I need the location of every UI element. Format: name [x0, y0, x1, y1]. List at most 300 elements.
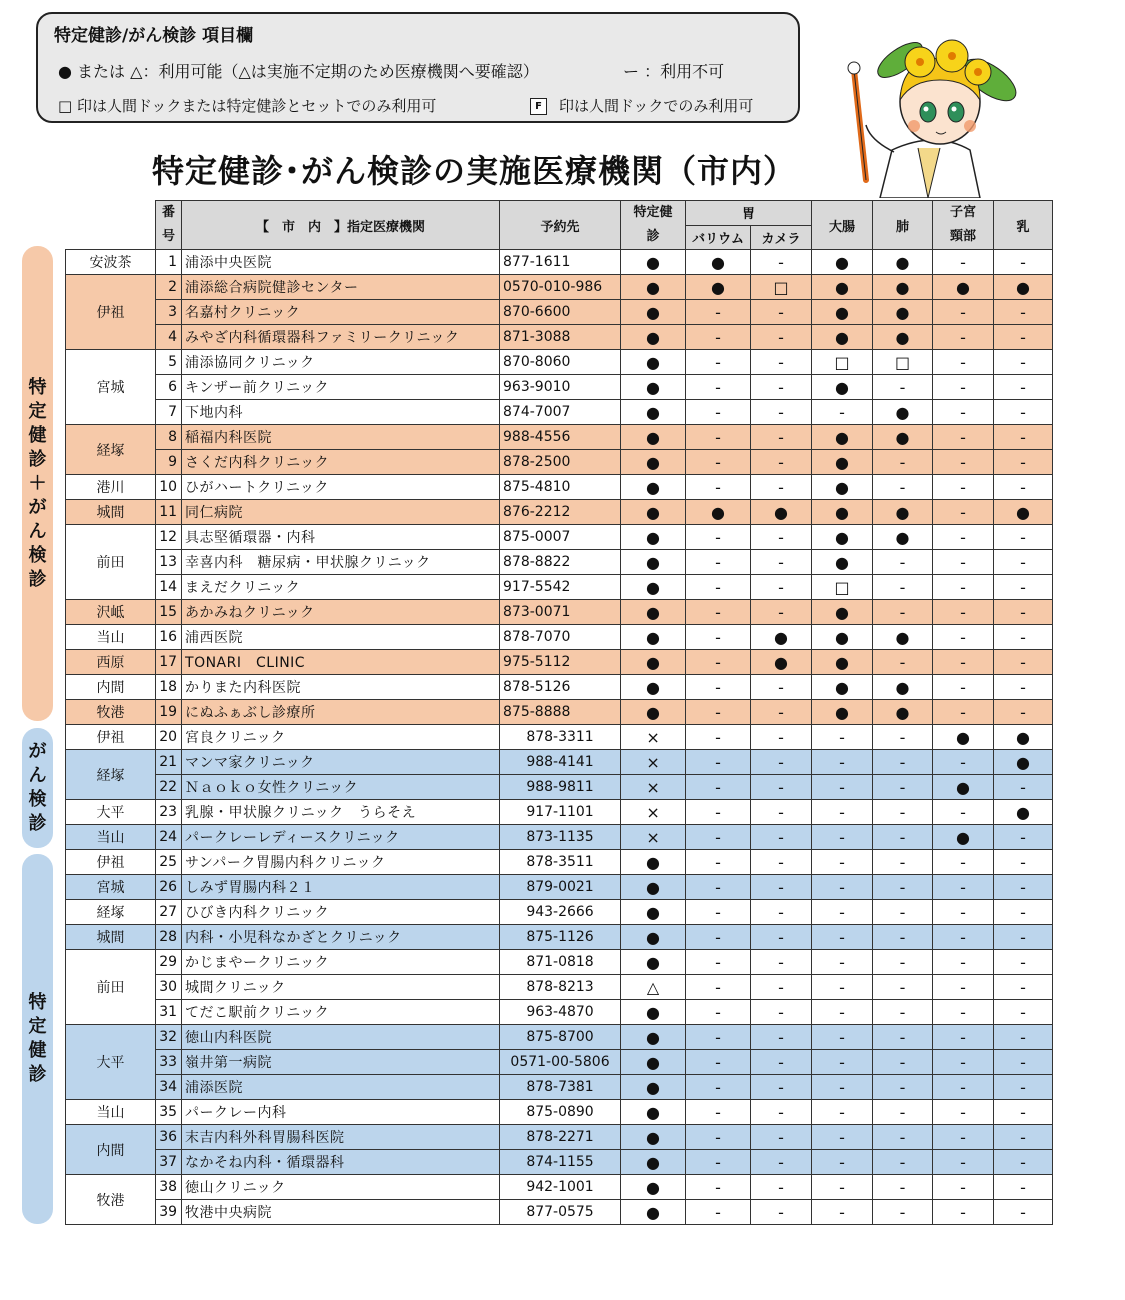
mark-barium: ●: [686, 500, 751, 525]
row-number: 24: [156, 825, 182, 850]
facility-name: 浦添中央医院: [182, 250, 500, 275]
mark-breast: -: [994, 375, 1053, 400]
mark-tokutei: ●: [621, 475, 686, 500]
mark-breast: ●: [994, 725, 1053, 750]
facility-name: 宮良クリニック: [182, 725, 500, 750]
mark-tokutei: ●: [621, 350, 686, 375]
legend-dock-only: [530, 95, 753, 116]
mark-breast: -: [994, 425, 1053, 450]
table-row: [66, 975, 1053, 1000]
mark-colon: -: [812, 800, 873, 825]
mark-barium: -: [686, 1200, 751, 1225]
row-number: 36: [156, 1125, 182, 1150]
mark-tokutei: ●: [621, 1125, 686, 1150]
mark-colon: ●: [812, 325, 873, 350]
area-cell: 前田: [66, 525, 156, 600]
mark-uterus: -: [933, 325, 994, 350]
mark-tokutei: ●: [621, 375, 686, 400]
mark-colon: -: [812, 1000, 873, 1025]
row-number: 21: [156, 750, 182, 775]
mark-lung: ●: [873, 250, 933, 275]
mark-uterus: -: [933, 900, 994, 925]
reservation-tel: 988-9811: [500, 775, 621, 800]
legend-unavailable: ー ：利用不可: [623, 62, 725, 81]
mark-breast: -: [994, 1025, 1053, 1050]
header-barium: バリウム: [686, 225, 751, 250]
mark-lung: -: [873, 850, 933, 875]
reservation-tel: 0571-00-5806: [500, 1050, 621, 1075]
mark-lung: ●: [873, 500, 933, 525]
mark-breast: -: [994, 325, 1053, 350]
mark-barium: -: [686, 1125, 751, 1150]
mark-camera: -: [751, 950, 812, 975]
mark-tokutei: ●: [621, 450, 686, 475]
mark-camera: -: [751, 800, 812, 825]
mark-barium: -: [686, 1000, 751, 1025]
mark-uterus: -: [933, 500, 994, 525]
facility-name: TONARI CLINIC: [182, 650, 500, 675]
table-row: [66, 300, 1053, 325]
table-row: [66, 1200, 1053, 1225]
reservation-tel: 870-6600: [500, 300, 621, 325]
mark-colon: ●: [812, 375, 873, 400]
reservation-tel: 0570-010-986: [500, 275, 621, 300]
mark-colon: -: [812, 1150, 873, 1175]
mark-colon: ●: [812, 300, 873, 325]
mark-colon: -: [812, 1050, 873, 1075]
mark-lung: -: [873, 825, 933, 850]
area-cell: 宮城: [66, 350, 156, 425]
mark-lung: ●: [873, 700, 933, 725]
mark-camera: -: [751, 1175, 812, 1200]
header-number: 番号: [156, 201, 182, 250]
side-label-char: ＋: [28, 472, 47, 494]
mark-colon: -: [812, 1075, 873, 1100]
mark-lung: -: [873, 1150, 933, 1175]
mark-camera: -: [751, 425, 812, 450]
mark-camera: -: [751, 475, 812, 500]
mark-camera: -: [751, 575, 812, 600]
mark-camera: -: [751, 825, 812, 850]
reservation-tel: 878-7381: [500, 1075, 621, 1100]
mark-camera: ●: [751, 650, 812, 675]
mark-colon: -: [812, 875, 873, 900]
mark-colon: -: [812, 725, 873, 750]
mark-uterus: -: [933, 350, 994, 375]
reservation-tel: 875-1126: [500, 925, 621, 950]
facility-name: 浦添協同クリニック: [182, 350, 500, 375]
mark-uterus: -: [933, 375, 994, 400]
mark-colon: -: [812, 1200, 873, 1225]
mark-tokutei: ●: [621, 300, 686, 325]
mark-camera: -: [751, 300, 812, 325]
mark-breast: -: [994, 1075, 1053, 1100]
mark-uterus: -: [933, 950, 994, 975]
mark-lung: ●: [873, 675, 933, 700]
mark-barium: -: [686, 475, 751, 500]
mark-breast: -: [994, 575, 1053, 600]
mark-camera: -: [751, 1150, 812, 1175]
row-number: 3: [156, 300, 182, 325]
facility-name: ひびき内科クリニック: [182, 900, 500, 925]
facility-name: 浦西医院: [182, 625, 500, 650]
table-row: [66, 625, 1053, 650]
legend-available: ● または △：利用可能（△は実施不定期のため医療機関へ要確認）: [58, 62, 539, 81]
table-row: [66, 450, 1053, 475]
mark-lung: -: [873, 750, 933, 775]
mark-colon: -: [812, 775, 873, 800]
row-number: 5: [156, 350, 182, 375]
mark-tokutei: ●: [621, 275, 686, 300]
mark-lung: -: [873, 600, 933, 625]
area-cell: 牧港: [66, 700, 156, 725]
mark-barium: -: [686, 350, 751, 375]
side-label-char: 診: [28, 448, 47, 470]
legend-set-only: □ 印は人間ドックまたは特定健診とセットでのみ利用可: [58, 97, 437, 115]
mark-camera: -: [751, 525, 812, 550]
area-cell: 経塚: [66, 900, 156, 925]
row-number: 14: [156, 575, 182, 600]
mark-tokutei: ●: [621, 600, 686, 625]
side-label-tokutei-plus-gan: [22, 246, 53, 721]
row-number: 4: [156, 325, 182, 350]
table-row: [66, 550, 1053, 575]
mark-barium: -: [686, 1025, 751, 1050]
mark-lung: ●: [873, 525, 933, 550]
mark-barium: -: [686, 600, 751, 625]
table-row: [66, 250, 1053, 275]
mark-barium: -: [686, 825, 751, 850]
row-number: 6: [156, 375, 182, 400]
area-cell: 内間: [66, 675, 156, 700]
legend-dock-only-text: 印は人間ドックでのみ利用可: [559, 97, 754, 115]
mark-camera: -: [751, 600, 812, 625]
mark-breast: -: [994, 1150, 1053, 1175]
mark-uterus: -: [933, 1125, 994, 1150]
mark-lung: ●: [873, 425, 933, 450]
mark-breast: -: [994, 525, 1053, 550]
mark-barium: -: [686, 1050, 751, 1075]
mark-uterus: -: [933, 875, 994, 900]
mark-camera: -: [751, 700, 812, 725]
mark-camera: -: [751, 1000, 812, 1025]
f-box-icon: F: [530, 98, 547, 115]
area-cell: 内間: [66, 1125, 156, 1175]
mark-breast: -: [994, 600, 1053, 625]
reservation-tel: 943-2666: [500, 900, 621, 925]
header-stomach: 胃: [686, 201, 812, 226]
mark-barium: -: [686, 700, 751, 725]
row-number: 37: [156, 1150, 182, 1175]
mark-uterus: -: [933, 450, 994, 475]
reservation-tel: 878-2500: [500, 450, 621, 475]
mark-barium: -: [686, 575, 751, 600]
mark-camera: -: [751, 875, 812, 900]
mark-uterus: -: [933, 1050, 994, 1075]
table-row: [66, 1050, 1053, 1075]
mark-barium: -: [686, 875, 751, 900]
header-blank: [66, 201, 156, 250]
side-label-char: 検: [28, 544, 47, 566]
area-cell: 城間: [66, 925, 156, 950]
header-lung: 肺: [873, 201, 933, 250]
table-row: [66, 850, 1053, 875]
mark-lung: ●: [873, 325, 933, 350]
mark-colon: □: [812, 575, 873, 600]
mark-lung: -: [873, 450, 933, 475]
row-number: 31: [156, 1000, 182, 1025]
mark-tokutei: ●: [621, 1000, 686, 1025]
mark-tokutei: ●: [621, 575, 686, 600]
row-number: 2: [156, 275, 182, 300]
table-row: [66, 325, 1053, 350]
mark-breast: -: [994, 1000, 1053, 1025]
mark-breast: -: [994, 300, 1053, 325]
mark-tokutei: ×: [621, 800, 686, 825]
mark-lung: -: [873, 1125, 933, 1150]
mark-barium: -: [686, 900, 751, 925]
row-number: 18: [156, 675, 182, 700]
mark-uterus: ●: [933, 825, 994, 850]
mark-camera: -: [751, 725, 812, 750]
mark-lung: -: [873, 900, 933, 925]
side-label-char: 特: [28, 992, 47, 1013]
row-number: 12: [156, 525, 182, 550]
reservation-tel: 988-4556: [500, 425, 621, 450]
mark-uterus: -: [933, 850, 994, 875]
mark-lung: ●: [873, 300, 933, 325]
mark-tokutei: ●: [621, 875, 686, 900]
mark-barium: -: [686, 375, 751, 400]
mark-colon: ●: [812, 625, 873, 650]
mark-camera: -: [751, 925, 812, 950]
mark-breast: -: [994, 350, 1053, 375]
reservation-tel: 878-7070: [500, 625, 621, 650]
facility-name: なかそね内科・循環器科: [182, 1150, 500, 1175]
mark-colon: -: [812, 850, 873, 875]
row-number: 25: [156, 850, 182, 875]
side-label-char: 診: [28, 1064, 47, 1085]
mark-colon: -: [812, 900, 873, 925]
reservation-tel: 876-2212: [500, 500, 621, 525]
header-tokutei: 特定健診: [621, 201, 686, 250]
mark-lung: -: [873, 800, 933, 825]
mark-lung: -: [873, 1175, 933, 1200]
mark-lung: -: [873, 575, 933, 600]
facility-name: 城間クリニック: [182, 975, 500, 1000]
row-number: 35: [156, 1100, 182, 1125]
mark-tokutei: ●: [621, 950, 686, 975]
reservation-tel: 963-9010: [500, 375, 621, 400]
facility-name: 嶺井第一病院: [182, 1050, 500, 1075]
mark-uterus: -: [933, 750, 994, 775]
reservation-tel: 917-5542: [500, 575, 621, 600]
area-cell: 大平: [66, 800, 156, 825]
mark-tokutei: ●: [621, 250, 686, 275]
mark-breast: -: [994, 475, 1053, 500]
row-number: 33: [156, 1050, 182, 1075]
reservation-tel: 871-3088: [500, 325, 621, 350]
table-row: [66, 600, 1053, 625]
facility-name: 徳山クリニック: [182, 1175, 500, 1200]
side-label-char: 検: [28, 789, 47, 810]
mark-lung: □: [873, 350, 933, 375]
mark-barium: -: [686, 975, 751, 1000]
table-row: [66, 900, 1053, 925]
row-number: 10: [156, 475, 182, 500]
facility-name: パークレー内科: [182, 1100, 500, 1125]
table-row: [66, 1150, 1053, 1175]
reservation-tel: 870-8060: [500, 350, 621, 375]
mark-colon: -: [812, 975, 873, 1000]
facility-name: 乳腺・甲状腺クリニック うらそえ: [182, 800, 500, 825]
mark-lung: -: [873, 1075, 933, 1100]
table-row: [66, 425, 1053, 450]
mark-lung: ●: [873, 275, 933, 300]
mark-uterus: -: [933, 1100, 994, 1125]
mark-lung: -: [873, 1050, 933, 1075]
table-row: [66, 1025, 1053, 1050]
mark-tokutei: ●: [621, 425, 686, 450]
mark-tokutei: ●: [621, 525, 686, 550]
mark-barium: -: [686, 425, 751, 450]
facility-name: 内科・小児科なかざとクリニック: [182, 925, 500, 950]
mark-barium: -: [686, 300, 751, 325]
mark-colon: ●: [812, 500, 873, 525]
mark-tokutei: ×: [621, 750, 686, 775]
mark-uterus: ●: [933, 725, 994, 750]
reservation-tel: 875-0890: [500, 1100, 621, 1125]
mark-colon: ●: [812, 700, 873, 725]
mark-colon: -: [812, 825, 873, 850]
table-row: [66, 725, 1053, 750]
area-cell: 当山: [66, 625, 156, 650]
area-cell: 西原: [66, 650, 156, 675]
side-label-char: ん: [28, 520, 47, 542]
mark-lung: ●: [873, 625, 933, 650]
mark-lung: -: [873, 975, 933, 1000]
mark-tokutei: ●: [621, 650, 686, 675]
mascot-illustration: [840, 30, 1030, 198]
mark-colon: -: [812, 1175, 873, 1200]
row-number: 28: [156, 925, 182, 950]
mark-barium: -: [686, 400, 751, 425]
mark-camera: -: [751, 675, 812, 700]
mark-uterus: ●: [933, 275, 994, 300]
row-number: 34: [156, 1075, 182, 1100]
mark-breast: -: [994, 650, 1053, 675]
mark-camera: -: [751, 550, 812, 575]
row-number: 26: [156, 875, 182, 900]
mark-breast: ●: [994, 750, 1053, 775]
mark-colon: -: [812, 1100, 873, 1125]
mark-barium: -: [686, 725, 751, 750]
mark-camera: -: [751, 750, 812, 775]
reservation-tel: 963-4870: [500, 1000, 621, 1025]
mark-camera: ●: [751, 500, 812, 525]
mark-camera: -: [751, 1050, 812, 1075]
reservation-tel: 878-5126: [500, 675, 621, 700]
table-row: [66, 775, 1053, 800]
mark-breast: -: [994, 900, 1053, 925]
facility-name: サンパーク胃腸内科クリニック: [182, 850, 500, 875]
row-number: 11: [156, 500, 182, 525]
side-label-char: 特: [28, 376, 47, 398]
table-row: [66, 475, 1053, 500]
mark-colon: ●: [812, 525, 873, 550]
mark-uterus: -: [933, 425, 994, 450]
mark-tokutei: ×: [621, 725, 686, 750]
table-row: [66, 1000, 1053, 1025]
mark-camera: -: [751, 1100, 812, 1125]
mark-breast: -: [994, 675, 1053, 700]
mark-colon: ●: [812, 275, 873, 300]
mark-breast: ●: [994, 500, 1053, 525]
mark-colon: ●: [812, 550, 873, 575]
header-facility: 【 市 内 】指定医療機関: [182, 201, 500, 250]
mark-breast: -: [994, 850, 1053, 875]
reservation-tel: 873-1135: [500, 825, 621, 850]
mark-uterus: -: [933, 700, 994, 725]
mark-uterus: -: [933, 1075, 994, 1100]
area-cell: 前田: [66, 950, 156, 1025]
mark-uterus: -: [933, 475, 994, 500]
mark-uterus: -: [933, 400, 994, 425]
row-number: 17: [156, 650, 182, 675]
table-row: [66, 875, 1053, 900]
mark-camera: ●: [751, 625, 812, 650]
mark-tokutei: ●: [621, 675, 686, 700]
facility-name: 牧港中央病院: [182, 1200, 500, 1225]
facility-name: 浦添総合病院健診センター: [182, 275, 500, 300]
area-cell: 牧港: [66, 1175, 156, 1225]
mark-camera: -: [751, 775, 812, 800]
table-row: [66, 750, 1053, 775]
table-row: [66, 1100, 1053, 1125]
reservation-tel: 874-1155: [500, 1150, 621, 1175]
table-row: [66, 350, 1053, 375]
mark-tokutei: ●: [621, 700, 686, 725]
table-row: [66, 650, 1053, 675]
header-camera: カメラ: [751, 225, 812, 250]
row-number: 32: [156, 1025, 182, 1050]
mark-barium: -: [686, 950, 751, 975]
area-cell: 港川: [66, 475, 156, 500]
reservation-tel: 875-8888: [500, 700, 621, 725]
side-label-char: が: [28, 741, 47, 762]
row-number: 1: [156, 250, 182, 275]
mark-colon: -: [812, 750, 873, 775]
table-row: [66, 700, 1053, 725]
mark-uterus: -: [933, 600, 994, 625]
mark-barium: -: [686, 675, 751, 700]
area-cell: 宮城: [66, 875, 156, 900]
mark-colon: □: [812, 350, 873, 375]
row-number: 22: [156, 775, 182, 800]
area-cell: 伊祖: [66, 275, 156, 350]
mark-camera: -: [751, 350, 812, 375]
mark-barium: -: [686, 850, 751, 875]
mark-breast: -: [994, 950, 1053, 975]
mark-colon: -: [812, 1025, 873, 1050]
mark-tokutei: ●: [621, 1150, 686, 1175]
mark-uterus: -: [933, 625, 994, 650]
mark-barium: -: [686, 1175, 751, 1200]
mark-tokutei: ●: [621, 900, 686, 925]
facility-name: てだこ駅前クリニック: [182, 1000, 500, 1025]
mark-breast: -: [994, 250, 1053, 275]
mark-camera: -: [751, 375, 812, 400]
